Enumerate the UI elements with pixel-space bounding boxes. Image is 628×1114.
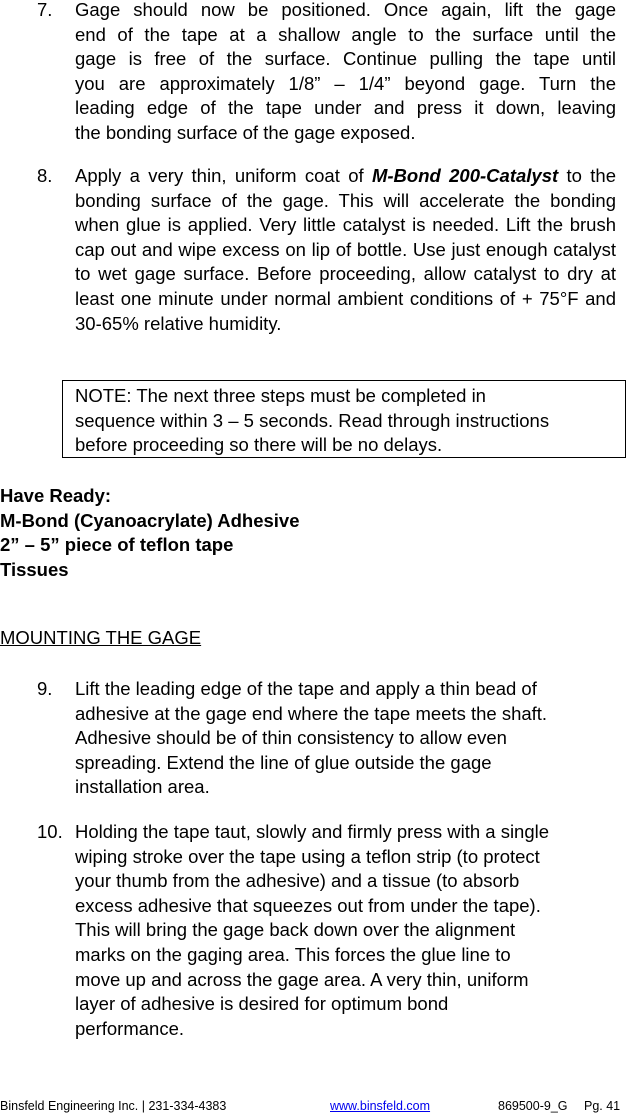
- step-10-text: [75, 820, 615, 1041]
- section-title: MOUNTING THE GAGE: [0, 627, 202, 648]
- step-10-line: wiping stroke over the tape using a teflon strip (to protect: [75, 845, 540, 867]
- footer-page-number: Pg. 41: [584, 1099, 621, 1113]
- note-line: before proceeding so there will be no delays.: [75, 434, 443, 456]
- step-9-line: Lift the leading edge of the tape and apply a thin bead of: [75, 678, 537, 699]
- have-ready-list: [0, 484, 300, 582]
- step-7-text: [75, 0, 616, 146]
- have-ready-item: 2” – 5” piece of teflon tape: [0, 534, 234, 556]
- step-9-line: Adhesive should be of thin consistency to allow even: [75, 727, 507, 749]
- step-9-line: installation area.: [75, 776, 210, 798]
- have-ready-item: M-Bond (Cyanoacrylate) Adhesive: [0, 509, 300, 531]
- step-9-number: 9.: [37, 678, 53, 699]
- footer-doc-id: 869500-9_G: [498, 1099, 568, 1113]
- step-8-number: 8.: [37, 165, 53, 186]
- have-ready-item: Tissues: [0, 558, 69, 580]
- note-line: sequence within 3 – 5 seconds. Read through instructions: [75, 409, 550, 431]
- step-7-line: leading edge of the tape under and press it down, leaving: [75, 97, 616, 119]
- footer-company: Binsfeld Engineering Inc. | 231-334-4383: [0, 1099, 227, 1113]
- step-10-number: 10.: [37, 821, 63, 842]
- step-10-line: your thumb from the adhesive) and a tissue (to absorb: [75, 870, 520, 892]
- step-7-line: gage is free of the surface. Continue pulling the tape until: [75, 48, 616, 70]
- step-10-line: marks on the gaging area. This forces the glue line to: [75, 943, 511, 965]
- step-10-line: performance.: [75, 1017, 184, 1039]
- step-7-number: 7.: [37, 0, 53, 20]
- footer-website-link[interactable]: www.binsfeld.com: [330, 1099, 431, 1113]
- note-text: [75, 384, 620, 458]
- step-9-text: [75, 677, 615, 800]
- step-9-line: adhesive at the gage end where the tape meets the shaft.: [75, 702, 548, 724]
- note-box: [62, 380, 626, 458]
- step-7-line: Gage should now be positioned. Once again, lift the gage: [75, 0, 616, 20]
- step-8-text-before: Apply a very thin, uniform coat of: [75, 165, 372, 186]
- step-10-line: Holding the tape taut, slowly and firmly press with a single: [75, 821, 550, 842]
- step-8-text: [75, 164, 616, 336]
- step-10-line: excess adhesive that squeezes out from under the tape).: [75, 894, 541, 916]
- step-10-line: This will bring the gage back down over the alignment: [75, 919, 516, 941]
- step-10-line: move up and across the gage area. A very thin, uniform: [75, 968, 529, 990]
- step-8-text-after: to the bonding surface of the gage. This will accelerate the bonding when glue is applied. Very little catalyst is needed. Lift the brush cap out and wipe excess on lip of bottle. Use just enough catalyst to wet gage surface. Before proceeding, allow catalyst to dry at least one minute under normal ambient conditions of + 75°F and 30-65% relative humidity.: [75, 165, 616, 334]
- step-7-line: the bonding surface of the gage exposed.: [75, 121, 416, 143]
- step-8-emphasis: M-Bond 200-Catalyst: [371, 165, 559, 186]
- step-10-line: layer of adhesive is desired for optimum bond: [75, 993, 449, 1015]
- note-line: NOTE: The next three steps must be completed in: [75, 385, 486, 406]
- step-7-line: end of the tape at a shallow angle to the surface until the: [75, 23, 616, 45]
- step-7-line: you are approximately 1/8” – 1/4” beyond gage. Turn the: [75, 72, 616, 94]
- step-9-line: spreading. Extend the line of glue outside the gage: [75, 751, 492, 773]
- have-ready-title: Have Ready:: [0, 485, 112, 506]
